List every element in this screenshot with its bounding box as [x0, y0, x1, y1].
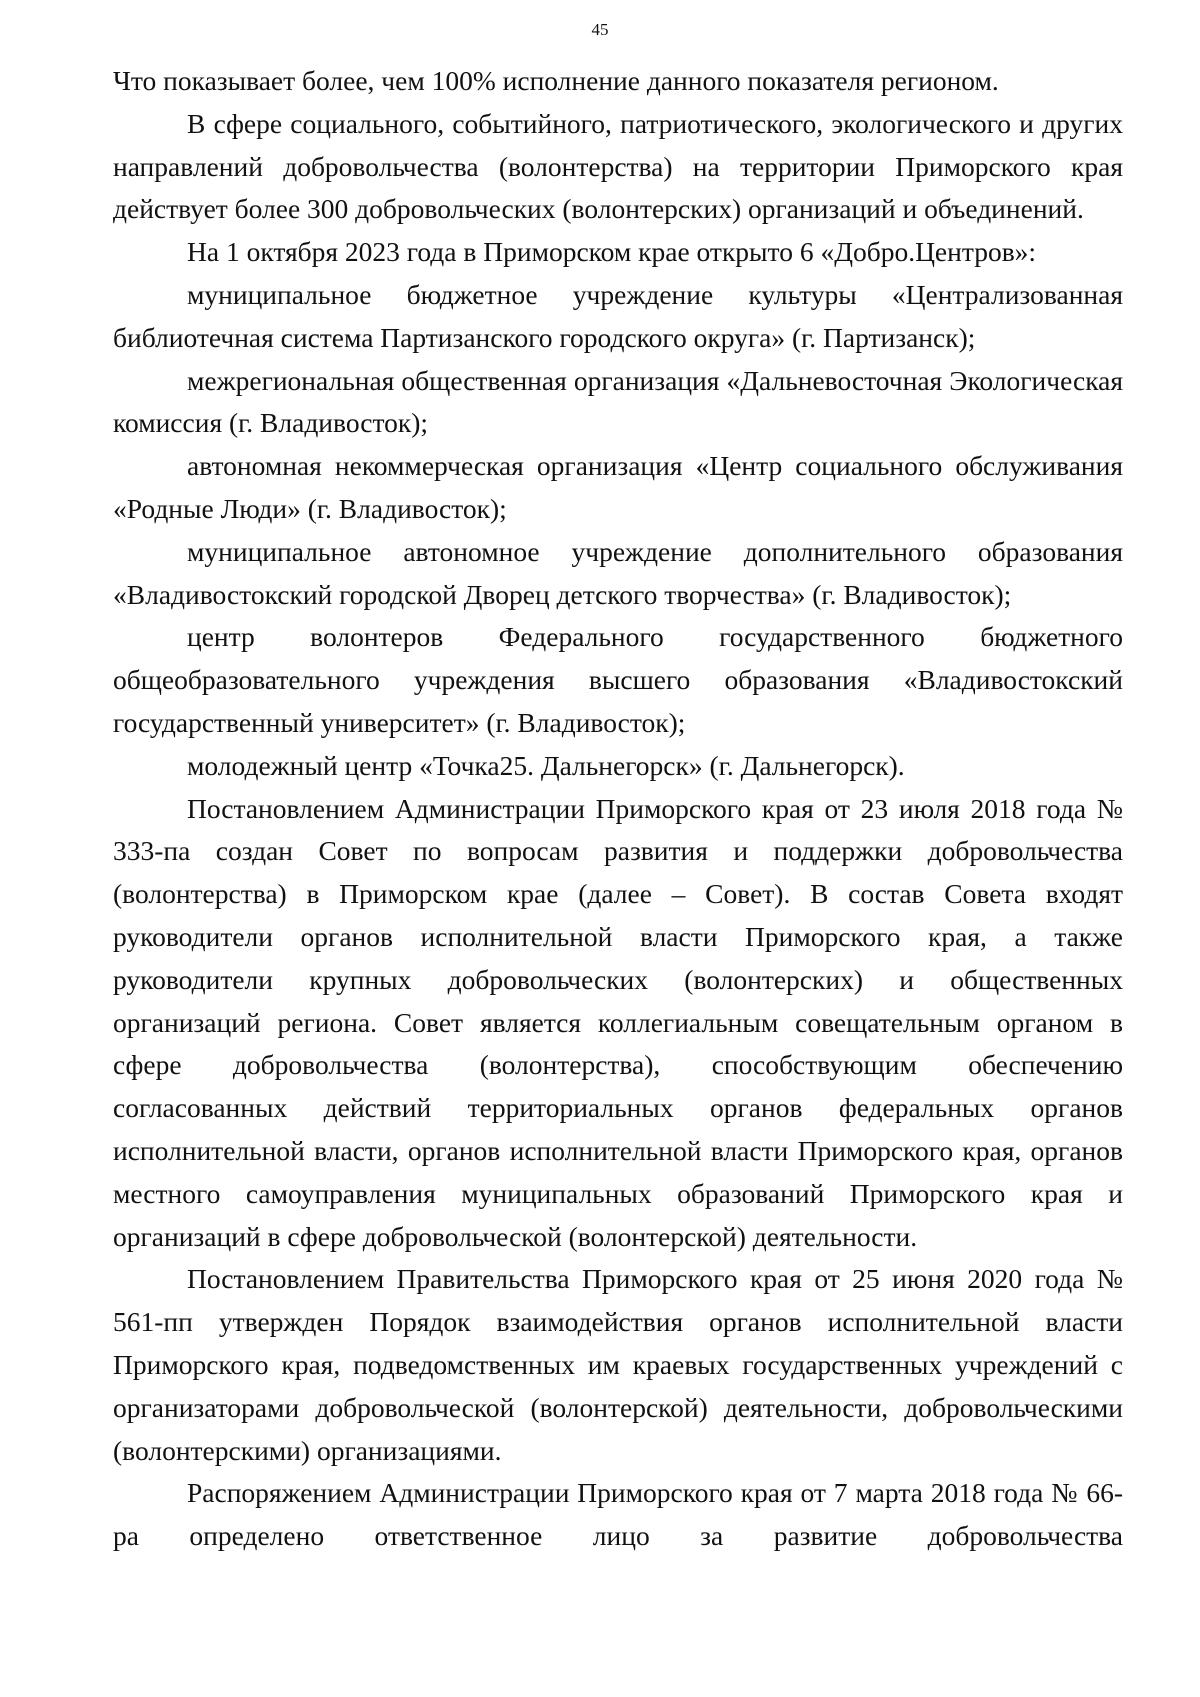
paragraph-council-resolution: Постановлением Администрации Приморского края от 23 июля 2018 года № 333-па создан Совет по вопросам развития и поддержки добровольчества (волонтерства) в Приморском крае (далее – Совет). В состав Совета входят руководители органов исполнительной власти Приморского края, а также руководители крупных добровольческих (волонтерских) и общественных организаций региона. Совет является коллегиальным совещательным органом в сфере добровольчества (волонтерства), способствующим обеспечению согласованных действий территориальных органов федеральных органов исполнительной власти, органов исполнительной власти Приморского края, органов местного самоуправления муниципальных образований Приморского края и организаций в сфере добровольческой (волонтерской) деятельности. — [113, 792, 1123, 1252]
paragraph-responsible-person: Распоряжением Администрации Приморского края от 7 марта 2018 года № 66-ра определено ответственное лицо за развитие добровольчества — [113, 1477, 1123, 1552]
list-item-vvsu-volunteer-center: центр волонтеров Федерального государственного бюджетного общеобразовательного учреждения высшего образования «Владивостокский государственный университет» (г. Владивосток); — [113, 621, 1123, 738]
paragraph-dobro-centers-intro: На 1 октября 2023 года в Приморском крае открыто 6 «Добро.Центров»: — [187, 236, 1037, 268]
paragraph-volunteer-organizations: В сфере социального, событийного, патриотического, экологического и других направлений добровольчества (волонтерства) на территории Приморского края действует более 300 добровольческих (волонтерских) организаций и объединений. — [113, 107, 1123, 225]
paragraph-intro-conclusion: Что показывает более, чем 100% исполнение данного показателя регионом. — [113, 65, 999, 96]
paragraph-interaction-procedure: Постановлением Правительства Приморского края от 25 июня 2020 года № 561-пп утвержден Порядок взаимодействия органов исполнительной власти Приморского края, подведомственных им краевых государственных учреждений с организаторами добровольческой (волонтерской) деятельности, добровольческими (волонтерскими) организациями. — [113, 1263, 1123, 1466]
list-item-ecological-commission: межрегиональная общественная организация «Дальневосточная Экологическая комиссия (г. Владивосток); — [113, 364, 1123, 439]
list-item-children-palace: муниципальное автономное учреждение дополнительного образования «Владивостокский городской Дворец детского творчества» (г. Владивосток); — [113, 535, 1123, 610]
list-item-tochka25-dalnegorsk: молодежный центр «Точка25. Дальнегорск» (г. Дальнегорск). — [187, 749, 905, 781]
list-item-rodnye-lyudi: автономная некоммерческая организация «Центр социального обслуживания «Родные Люди» (г. Владивосток); — [113, 450, 1123, 524]
document-body — [113, 60, 1123, 1558]
page-number: 45 — [591, 20, 609, 39]
list-item-partizansk-library: муниципальное бюджетное учреждение культуры «Централизованная библиотечная система Партизанского городского округа» (г. Партизанск); — [113, 278, 1123, 353]
